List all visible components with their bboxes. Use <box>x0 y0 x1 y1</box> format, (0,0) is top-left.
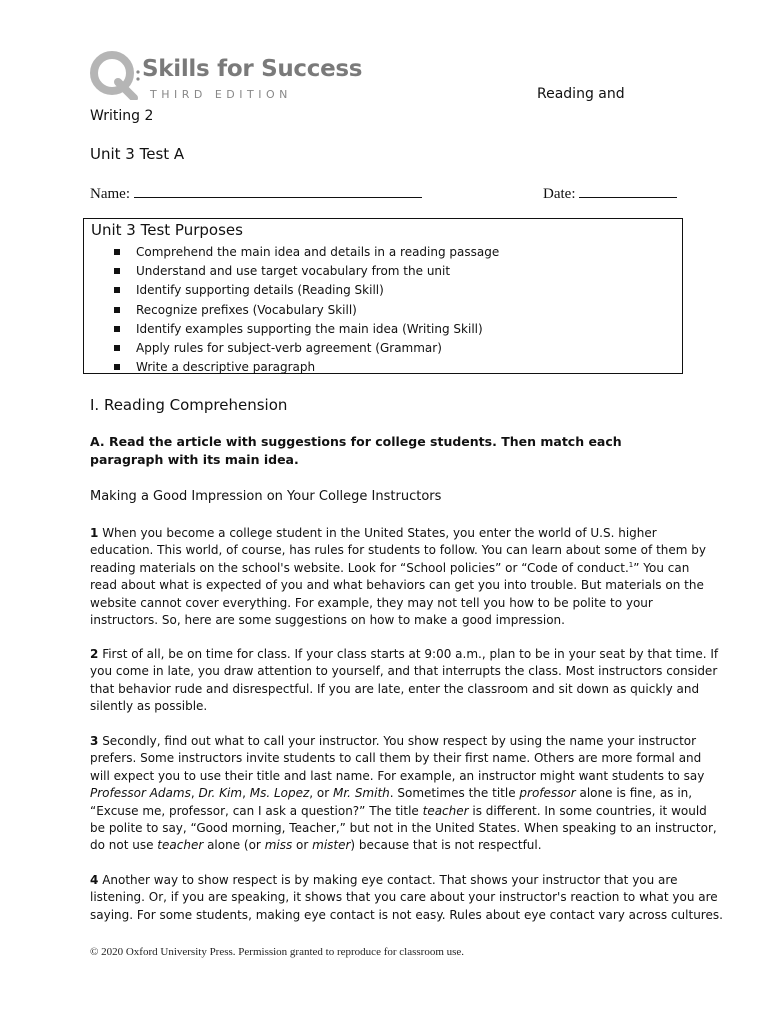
purpose-item <box>84 243 499 262</box>
text-run: ) because that is not respectful. <box>350 838 542 853</box>
purpose-text: Comprehend the main idea and details in a reading passage <box>136 245 500 259</box>
footnote-marker: 1 <box>628 560 634 569</box>
italic-term: Professor Adams <box>90 786 191 801</box>
paragraph-line <box>90 785 693 802</box>
date-field[interactable] <box>543 184 677 203</box>
italic-term: teacher <box>422 803 469 818</box>
purpose-item <box>84 301 499 320</box>
italic-term: Ms. Lopez <box>249 786 310 801</box>
purpose-text: Apply rules for subject-verb agreement (Grammar) <box>136 340 442 355</box>
name-label: Name: <box>90 186 130 202</box>
section-title: I. Reading Comprehension <box>90 396 288 414</box>
purpose-text: Identify supporting details (Reading Skill) <box>136 283 384 298</box>
purposes-list <box>84 243 499 377</box>
purpose-text: Recognize prefixes (Vocabulary Skill) <box>136 302 357 317</box>
article-title: Making a Good Impression on Your College Instructors <box>90 489 442 504</box>
logo-edition: THIRD EDITION <box>150 88 292 101</box>
name-blank[interactable] <box>134 184 422 198</box>
italic-term: teacher <box>157 838 204 853</box>
text-run: is different. In some countries, it would <box>468 803 707 818</box>
square-bullet-icon <box>114 307 120 313</box>
date-label: Date: <box>543 186 576 202</box>
square-bullet-icon <box>114 268 120 274</box>
paragraph-line: read about what is expected of you and what behaviors can get you into trouble. But materials on the <box>90 578 704 593</box>
square-bullet-icon <box>114 287 120 293</box>
test-purposes-box <box>83 218 683 374</box>
paragraph-line: prefers. Some instructors invite students to call them by their first name. Others are more formal and <box>90 751 702 766</box>
paragraph-line: Another way to show respect is by making eye contact. That shows your instructor that you are <box>102 873 678 887</box>
course-name-part1: Reading and <box>537 86 625 102</box>
paragraph-line: be polite to say, “Good morning, Teacher,” but not in the United States. When speaking to an instructor, <box>90 821 717 836</box>
course-name-part2: Writing 2 <box>90 108 154 124</box>
paragraph-line: First of all, be on time for class. If your class starts at 9:00 a.m., plan to be in your seat by that time. If <box>102 647 719 661</box>
q-logo-icon <box>90 50 140 100</box>
date-blank[interactable] <box>579 184 677 198</box>
italic-term: miss <box>264 838 293 853</box>
purpose-text: Write a descriptive paragraph <box>136 360 316 375</box>
paragraph-line: Secondly, find out what to call your instructor. You show respect by using the name your instructor <box>102 734 697 748</box>
paragraph-4 <box>90 872 723 924</box>
paragraph-number: 1 <box>90 526 99 540</box>
paragraph-line: that behavior rude and disrespectful. If you are late, enter the classroom and sit down as quickly and <box>90 681 700 696</box>
name-field[interactable] <box>90 184 422 203</box>
square-bullet-icon <box>114 249 120 255</box>
paragraph-line: When you become a college student in the United States, you enter the world of U.S. higher <box>102 526 657 540</box>
paragraph-line: silently as possible. <box>90 699 208 714</box>
unit-title: Unit 3 Test A <box>90 145 185 163</box>
paragraph-line <box>90 803 707 820</box>
text-run: alone (or <box>203 838 265 853</box>
purpose-text: Identify examples supporting the main idea (Writing Skill) <box>136 321 483 336</box>
logo-title: Skills for Success <box>142 56 363 82</box>
purpose-item <box>84 281 499 300</box>
paragraph-line: website cannot cover everything. For example, they may not tell you how to be polite to your <box>90 595 653 610</box>
purpose-text: Understand and use target vocabulary from the unit <box>136 264 451 279</box>
paragraph-line <box>90 837 680 854</box>
q-skills-logo <box>90 50 363 102</box>
text-run: , <box>242 786 250 801</box>
purpose-item <box>84 358 499 377</box>
text-run: . Sometimes the title <box>389 786 520 801</box>
text-run: do not use <box>90 838 158 853</box>
paragraph-line: reading materials on the school's website. Look for “School policies” or “Code of conduct. <box>90 560 629 575</box>
paragraph-line: education. This world, of course, has rules for students to follow. You can learn about some of them by <box>90 543 706 558</box>
purposes-heading: Unit 3 Test Purposes <box>91 221 243 239</box>
text-run: “Excuse me, professor, can I ask a question?” The title <box>90 803 423 818</box>
square-bullet-icon <box>114 364 120 370</box>
paragraph-line: will expect you to use their title and last name. For example, an instructor might want students to say <box>90 768 705 783</box>
paragraph-2 <box>90 646 719 716</box>
paragraph-line-tail: ” You can <box>633 560 690 575</box>
paragraph-3 <box>90 733 717 855</box>
text-run: or <box>292 838 313 853</box>
purpose-item <box>84 262 499 281</box>
text-run: alone is fine, as in, <box>575 786 693 801</box>
text-run: , <box>190 786 199 801</box>
paragraph-number: 4 <box>90 873 99 887</box>
paragraph-line: you come in late, you draw attention to yourself, and that interrupts the class. Most instructors consider <box>90 664 718 679</box>
text-run: , or <box>309 786 333 801</box>
italic-term: mister <box>312 838 351 853</box>
instruction-text: A. Read the article with suggestions for college students. Then match each paragraph with its main idea. <box>90 434 622 467</box>
italic-term: professor <box>519 786 576 801</box>
square-bullet-icon <box>114 326 120 332</box>
copyright-footer: © 2020 Oxford University Press. Permission granted to reproduce for classroom use. <box>90 946 465 958</box>
paragraph-line: instructors. So, here are some suggestions on how to make a good impression. <box>90 613 565 628</box>
italic-term: Dr. Kim <box>198 786 243 801</box>
purpose-item <box>84 320 499 339</box>
italic-term: Mr. Smith <box>333 786 390 801</box>
purpose-item <box>84 339 499 358</box>
square-bullet-icon <box>114 345 120 351</box>
paragraph-line: saying. For some students, making eye contact is not easy. Rules about eye contact vary across cultures. <box>90 907 723 922</box>
paragraph-number: 2 <box>90 647 99 661</box>
paragraph-line: listening. Or, if you are speaking, it shows that you care about your instructor's reaction to what you are <box>90 890 718 905</box>
paragraph-1 <box>90 525 706 629</box>
paragraph-number: 3 <box>90 734 99 748</box>
